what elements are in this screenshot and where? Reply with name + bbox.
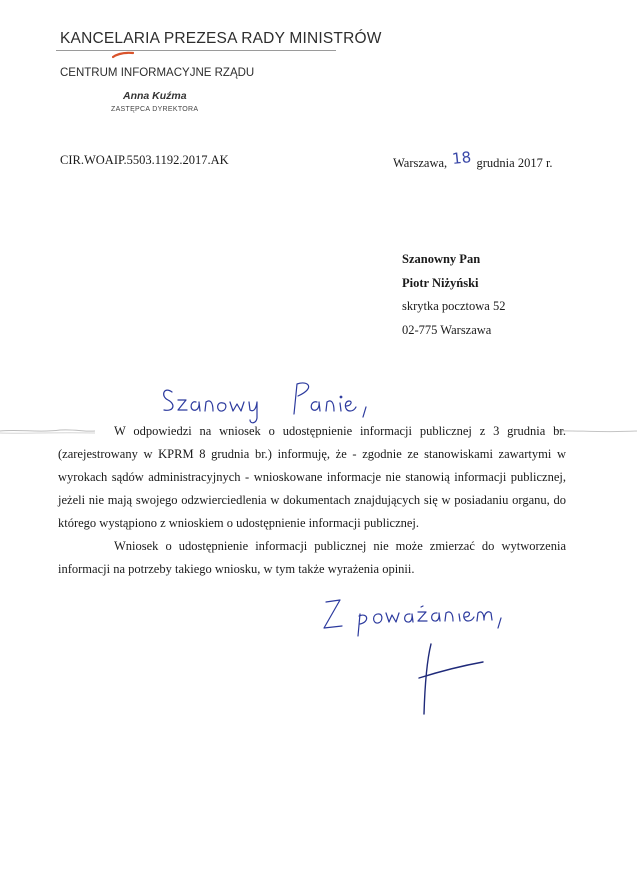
signature-drawing [415, 640, 485, 718]
reference-number: CIR.WOAIP.5503.1192.2017.AK [60, 153, 229, 167]
recipient-address-line2: 02-775 Warszawa [402, 322, 492, 337]
recipient-salutation: Szanowny Pan [402, 252, 481, 266]
date-suffix: grudnia 2017 r. [476, 156, 553, 170]
body-paragraph-1: W odpowiedzi na wniosek o udostępnienie informacji publicznej z 3 grudnia br. (zarejestrowany w KPRM 8 grudnia br.) informuję, że - zgodnie ze stanowiskami zawartymi w wyrokach sądów administracyjnych - wnioskowane informacje nie stanowią informacji publicznej, jeżeli nie mają swojego odzwierciedlenia w dokumentach znajdujących się w posiadaniu organu, do którego wystąpiono z wnioskiem o udostępnienie informacji publicznej. [58, 424, 566, 530]
body-paragraph-2: Wniosek o udostępnienie informacji publicznej nie może zmierzać do wytworzenia informacji na potrzeby takiego wniosku, w tym także wyrażenia opinii. [58, 539, 566, 576]
recipient-block [402, 248, 505, 342]
signature [415, 640, 485, 718]
organization-name: KANCELARIA PREZESA RADY MINISTRÓW [60, 30, 382, 47]
letterhead-rule [56, 50, 336, 51]
handwritten-closing [318, 588, 528, 638]
handwritten-closing-drawing [318, 588, 528, 638]
department-name: CENTRUM INFORMACYJNE RZĄDU [60, 67, 255, 79]
accent-mark-icon [112, 51, 134, 59]
handwritten-salutation-drawing [158, 370, 393, 425]
scan-artifact-right [555, 424, 637, 436]
date-day-handwritten: 18 [451, 148, 473, 168]
recipient-name: Piotr Niżyński [402, 275, 479, 290]
date-prefix: Warszawa, [393, 156, 448, 170]
handwritten-salutation [158, 370, 393, 425]
letter-body [58, 420, 566, 581]
signer-name: Anna Kuźma [123, 90, 187, 102]
signer-title: ZASTĘPCA DYREKTORA [111, 106, 199, 113]
recipient-address-line1: skrytka pocztowa 52 [402, 299, 506, 313]
date-line [393, 148, 553, 171]
